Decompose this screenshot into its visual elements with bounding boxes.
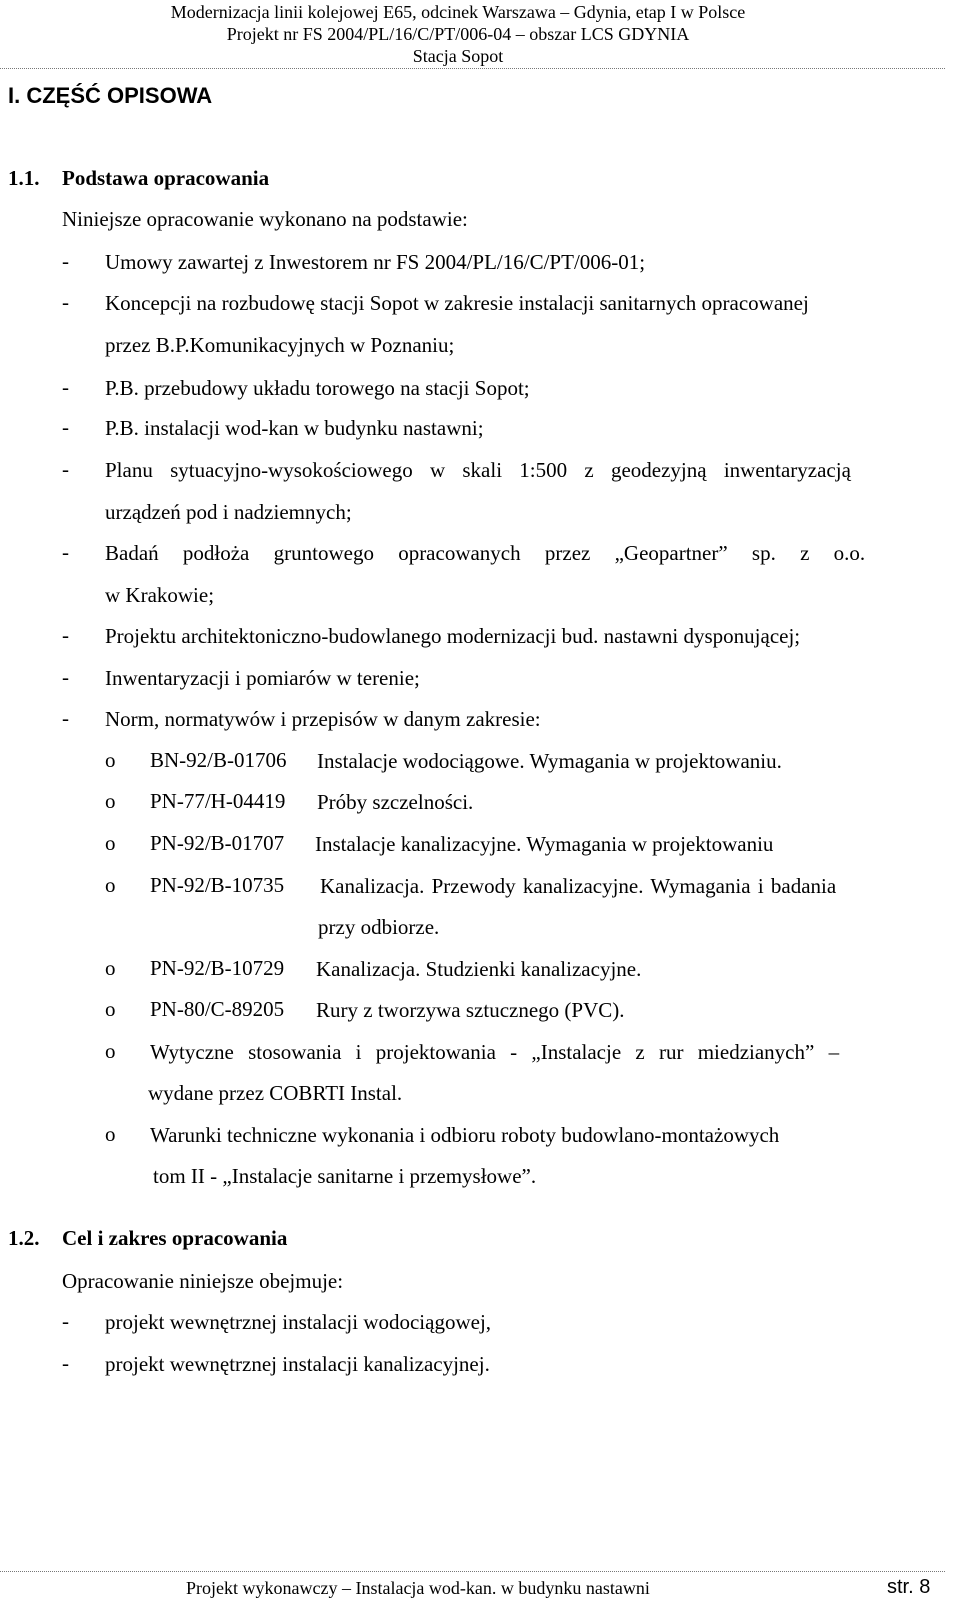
list-item-soil-study: Badań podłoża gruntowego opracowanych przez „Geopartner” sp. z o.o. (105, 541, 866, 565)
guideline-copper-cont: wydane przez COBRTI Instal. (148, 1081, 403, 1105)
standard-desc: Kanalizacja. Studzienki kanalizacyjne. (316, 957, 642, 981)
list-bullet: o (105, 1122, 116, 1146)
section-2-title: Cel i zakres opracowania (62, 1226, 288, 1250)
header-line-2: Projekt nr FS 2004/PL/16/C/PT/006-04 – obszar LCS GDYNIA (226, 24, 690, 44)
header-line-1: Modernizacja linii kolejowej E65, odcinek Warszawa – Gdynia, etap I w Polsce (170, 2, 746, 22)
list-dash: - (62, 375, 69, 399)
standard-desc: Instalacje kanalizacyjne. Wymagania w projektowaniu (315, 832, 774, 856)
list-dash: - (62, 457, 69, 481)
list-bullet: o (105, 1039, 116, 1063)
list-dash: - (62, 665, 69, 689)
list-bullet: o (105, 748, 116, 772)
list-item-soil-study-cont: w Krakowie; (105, 583, 215, 607)
list-dash: - (62, 623, 69, 647)
footer-rule (0, 1571, 945, 1572)
list-dash: - (62, 706, 69, 730)
scope-item-sewer: projekt wewnętrznej instalacji kanalizacyjnej. (105, 1352, 490, 1376)
list-bullet: o (105, 831, 116, 855)
section-1-number: 1.1. (8, 166, 40, 190)
list-item-track-project: P.B. przebudowy układu torowego na stacji Sopot; (105, 376, 530, 400)
page-number: str. 8 (887, 1576, 931, 1598)
section-1-intro: Niniejsze opracowanie wykonano na podstawie: (62, 207, 468, 231)
list-dash: - (62, 1309, 69, 1333)
section-2-intro: Opracowanie niniejsze obejmuje: (62, 1269, 344, 1293)
list-bullet: o (105, 956, 116, 980)
standard-desc: Kanalizacja. Przewody kanalizacyjne. Wymagania i badania (320, 874, 837, 898)
part-title: I. CZĘŚĆ OPISOWA (8, 83, 213, 108)
list-item-concept-cont: przez B.P.Komunikacyjnych w Poznaniu; (105, 333, 455, 357)
header-line-3: Stacja Sopot (412, 46, 504, 66)
list-dash: - (62, 249, 69, 273)
section-1-title: Podstawa opracowania (62, 166, 270, 190)
list-bullet: o (105, 997, 116, 1021)
list-item-concept: Koncepcji na rozbudowę stacji Sopot w zakresie instalacji sanitarnych opracowanej (105, 291, 809, 315)
list-item-site-plan-cont: urządzeń pod i nadziemnych; (105, 500, 352, 524)
list-item-wodkan-project: P.B. instalacji wod-kan w budynku nastawni; (105, 416, 484, 440)
list-dash: - (62, 1351, 69, 1375)
standard-code: PN-77/H-04419 (150, 789, 286, 813)
list-dash: - (62, 415, 69, 439)
list-bullet: o (105, 873, 116, 897)
footer-text: Projekt wykonawczy – Instalacja wod-kan. w budynku nastawni (186, 1578, 650, 1598)
guideline-technical-cont: tom II - „Instalacje sanitarne i przemysłowe”. (153, 1164, 537, 1188)
list-dash: - (62, 540, 69, 564)
list-item-norms: Norm, normatywów i przepisów w danym zakresie: (105, 707, 541, 731)
guideline-copper: Wytyczne stosowania i projektowania - „Instalacje z rur miedzianych” – (150, 1040, 840, 1064)
list-item-site-plan (105, 457, 928, 483)
list-dash: - (62, 290, 69, 314)
list-item-architecture: Projektu architektoniczno-budowlanego modernizacji bud. nastawni dysponującej; (105, 624, 801, 648)
standard-desc: Rury z tworzywa sztucznego (PVC). (316, 998, 625, 1022)
standard-code: PN-92/B-10729 (150, 956, 285, 980)
standard-desc: Instalacje wodociągowe. Wymagania w projektowaniu. (317, 749, 782, 773)
standard-desc: Próby szczelności. (317, 790, 474, 814)
header-rule (0, 68, 945, 69)
list-item-site-plan-text: Planu sytuacyjno-wysokościowego w skali 1:500 z geodezyjną inwentaryzacją (105, 458, 851, 482)
scope-item-water: projekt wewnętrznej instalacji wodociągowej, (105, 1310, 492, 1334)
standard-code: BN-92/B-01706 (150, 748, 287, 772)
section-2-number: 1.2. (8, 1226, 40, 1250)
list-bullet: o (105, 789, 116, 813)
guideline-technical: Warunki techniczne wykonania i odbioru roboty budowlano-montażowych (150, 1123, 780, 1147)
standard-code: PN-92/B-01707 (150, 831, 285, 855)
list-item-inventory: Inwentaryzacji i pomiarów w terenie; (105, 666, 420, 690)
standard-code: PN-80/C-89205 (150, 997, 285, 1021)
standard-code: PN-92/B-10735 (150, 873, 285, 897)
standard-desc-cont: przy odbiorze. (318, 915, 440, 939)
list-item-contract: Umowy zawartej z Inwestorem nr FS 2004/PL/16/C/PT/006-01; (105, 250, 646, 274)
